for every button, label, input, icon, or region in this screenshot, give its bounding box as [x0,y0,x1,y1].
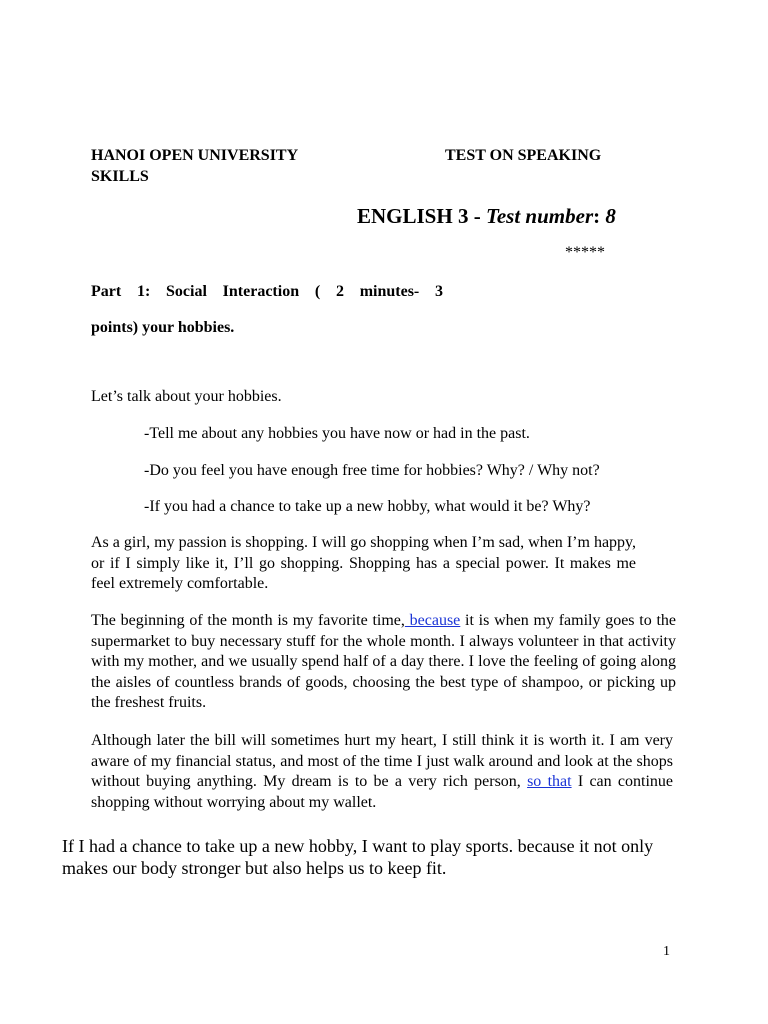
because-link[interactable]: because [404,612,461,629]
para3-text-after: I can continue shopping without worrying about my wallet. [91,773,674,811]
university-name: HANOI OPEN UNIVERSITY [91,147,299,164]
skills-label: SKILLS [91,168,149,185]
question-1: -Tell me about any hobbies you have now or had in the past. [144,425,530,442]
answer-paragraph-3 [91,731,673,813]
question-3: -If you had a chance to take up a new hobby, what would it be? Why? [144,498,591,515]
intro-text: Let’s talk about your hobbies. [91,388,282,405]
part1-heading: Part 1: Social Interaction ( 2 minutes- 3 [91,283,443,300]
para3-text-before: Although later the bill will sometimes hurt my heart, I still think it is worth it. I am very aware of my financial status, and most of the time I just walk around and look at the shops without buying anything. My dream is to be a very rich person, [91,732,673,790]
document-title [357,202,616,230]
test-on-label: TEST ON SPEAKING [445,147,602,164]
test-number-label: Test number [485,204,594,228]
para2-text-after: it is when my family goes to the supermarket to buy necessary stuff for the whole month. I always volunteer in that activity with my mother, and we usually spend half of a day there. I love the feeling of going along the aisles of countless brands of goods, choosing the best type of shampoo, or picking up the freshest fruits. [91,612,677,711]
title-colon: : [593,204,606,228]
para2-text-before: The beginning of the month is my favorite time, [91,612,405,629]
so-that-link[interactable]: so that [527,773,572,790]
title-prefix: ENGLISH 3 - [357,204,486,228]
separator-stars: ***** [565,244,605,261]
document-header [91,146,651,166]
answer-paragraph-1: As a girl, my passion is shopping. I will go shopping when I’m sad, when I’m happy, or if I simply like it, I’ll go shopping. Shopping has a special power. It makes me feel extremely comfortable. [91,534,636,592]
question-2: -Do you feel you have enough free time for hobbies? Why? / Why not? [144,462,600,479]
test-number-value: 8 [605,204,616,228]
answer-paragraph-2 [91,611,676,714]
closing-paragraph: If I had a chance to take up a new hobby, I want to play sports. because it not only makes our body stronger but also helps us to keep fit. [62,836,654,878]
page-number: 1 [663,944,670,959]
part1-heading-cont: points) your hobbies. [91,319,235,336]
